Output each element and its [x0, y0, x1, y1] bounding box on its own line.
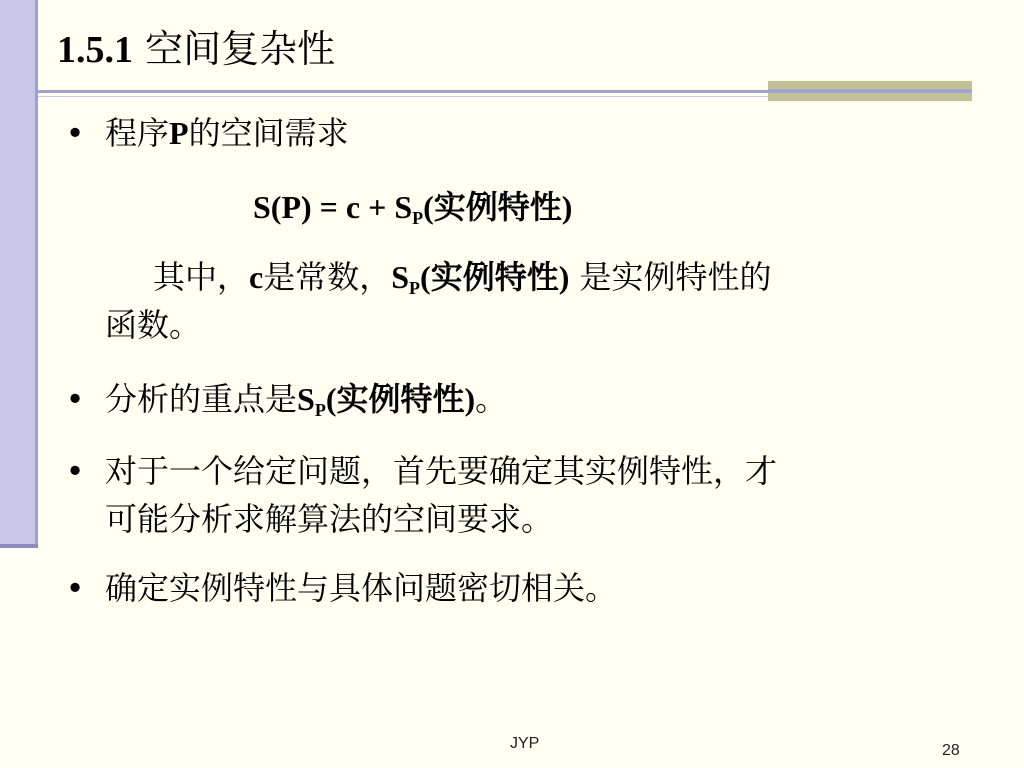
b1-pre: 程序 [105, 114, 170, 152]
b2-pre: 分析的重点是 [105, 380, 298, 418]
exp-c: c [249, 259, 264, 295]
b2-s: S [297, 381, 315, 417]
explanation-line-1 [153, 257, 772, 308]
footer-page-number: 28 [942, 742, 960, 759]
formula-subscript: P [412, 208, 424, 228]
bullet-dot: • [65, 380, 85, 418]
left-decor-bar [0, 0, 38, 548]
bullet-dot: • [65, 452, 85, 490]
b2-post: 。 [475, 380, 508, 418]
exp-b: 是常数， [263, 258, 392, 296]
bullet-1-text [105, 113, 349, 153]
exp-subscript: P [409, 278, 421, 298]
exp-paren: (实例特性) [420, 259, 570, 295]
exp-line2: 函数。 [105, 306, 202, 344]
exp-a: 其中， [153, 258, 250, 296]
bullet-3-line-2: 可能分析求解算法的空间要求。 [105, 500, 554, 538]
formula [253, 187, 572, 238]
bullet-3-line-1: 对于一个给定问题，首先要确定其实例特性，才 [105, 452, 778, 490]
bullet-2-text [105, 379, 507, 430]
title-text: 空间复杂性 [145, 27, 336, 71]
bullet-4-text: 确定实例特性与具体问题密切相关。 [105, 569, 618, 607]
b1-p: P [169, 115, 189, 151]
formula-main: S(P) = c + S [253, 189, 413, 225]
b2-paren: (实例特性) [325, 381, 476, 417]
b2-subscript: P [314, 400, 326, 420]
slide-title [57, 24, 335, 75]
bullet-dot: • [65, 569, 85, 607]
title-accent-line [768, 89, 972, 92]
left-decor-bar-base [0, 544, 38, 548]
explanation-line-2 [105, 305, 201, 345]
exp-s: S [391, 259, 410, 295]
title-rule-thin [38, 96, 768, 97]
title-number: 1.5.1 [57, 29, 133, 71]
formula-paren: (实例特性) [423, 189, 573, 225]
footer-author: JYP [510, 735, 540, 752]
exp-rest: 是实例特性的 [569, 258, 772, 296]
b1-post: 的空间需求 [188, 114, 349, 152]
bullet-dot: • [65, 114, 85, 152]
